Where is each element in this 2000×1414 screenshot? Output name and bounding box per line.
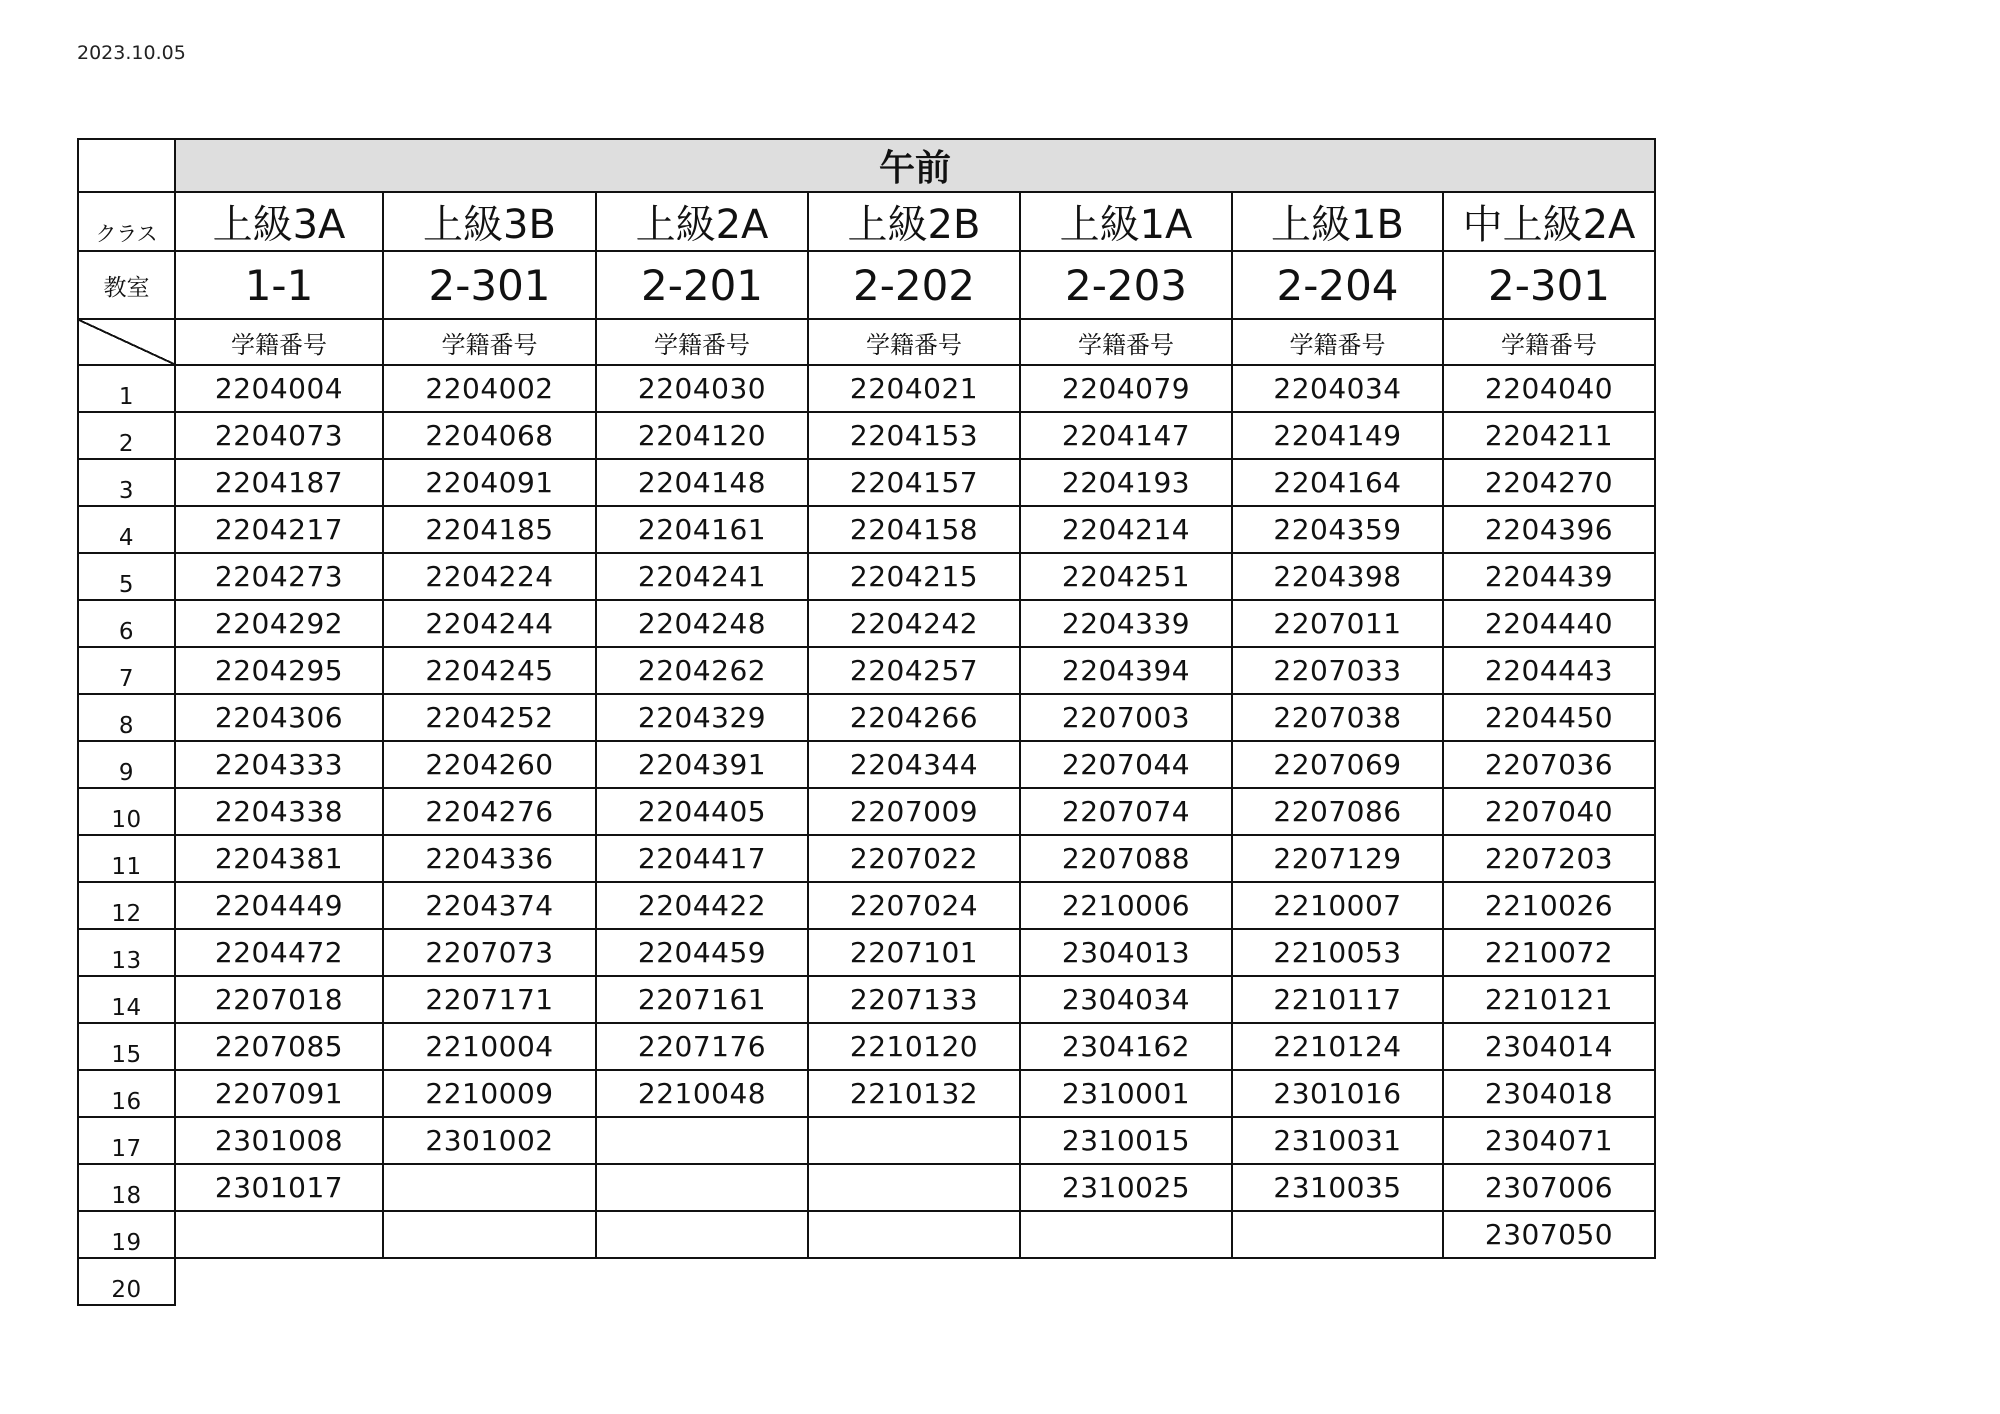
student-id-cell: 2210124 — [1232, 1023, 1443, 1070]
row-number: 17 — [78, 1117, 175, 1164]
student-id-cell: 2204273 — [175, 553, 383, 600]
table-row — [78, 788, 1655, 835]
student-id-cell: 2207036 — [1443, 741, 1655, 788]
table-row — [78, 1070, 1655, 1117]
student-id-cell: 2204417 — [596, 835, 808, 882]
student-id-cell: 2310031 — [1232, 1117, 1443, 1164]
row-number: 15 — [78, 1023, 175, 1070]
student-id-cell: 2204336 — [383, 835, 596, 882]
student-id-cell: 2204241 — [596, 553, 808, 600]
class-name: 中上級2A — [1443, 192, 1655, 251]
student-id-cell — [383, 1211, 596, 1258]
student-id-cell: 2207088 — [1020, 835, 1232, 882]
room-number: 2-301 — [383, 251, 596, 319]
student-id-cell: 2204381 — [175, 835, 383, 882]
class-name: 上級3A — [175, 192, 383, 251]
student-id-cell: 2204147 — [1020, 412, 1232, 459]
student-id-header: 学籍番号 — [596, 319, 808, 365]
student-id-cell: 2204158 — [808, 506, 1020, 553]
student-id-header: 学籍番号 — [383, 319, 596, 365]
row-number: 13 — [78, 929, 175, 976]
student-id-cell: 2210132 — [808, 1070, 1020, 1117]
row-number: 5 — [78, 553, 175, 600]
student-id-cell: 2204292 — [175, 600, 383, 647]
student-id-cell: 2207044 — [1020, 741, 1232, 788]
student-id-cell: 2307006 — [1443, 1164, 1655, 1211]
student-id-cell: 2301017 — [175, 1164, 383, 1211]
row-number: 7 — [78, 647, 175, 694]
student-id-cell: 2207011 — [1232, 600, 1443, 647]
student-id-cell: 2204329 — [596, 694, 808, 741]
class-roster-table — [77, 138, 1656, 1306]
student-id-cell: 2207133 — [808, 976, 1020, 1023]
student-id-cell: 2204344 — [808, 741, 1020, 788]
row-number: 4 — [78, 506, 175, 553]
student-id-cell: 2204217 — [175, 506, 383, 553]
roster-body — [78, 139, 1655, 1305]
row-number: 8 — [78, 694, 175, 741]
student-id-cell: 2207129 — [1232, 835, 1443, 882]
student-id-cell: 2304162 — [1020, 1023, 1232, 1070]
row-number: 1 — [78, 365, 175, 412]
session-banner-row — [78, 139, 1655, 192]
class-row — [78, 192, 1655, 251]
student-id-cell: 2207003 — [1020, 694, 1232, 741]
student-id-cell: 2204224 — [383, 553, 596, 600]
student-id-cell: 2210004 — [383, 1023, 596, 1070]
student-id-cell — [1232, 1211, 1443, 1258]
student-id-cell: 2204157 — [808, 459, 1020, 506]
student-id-cell: 2304013 — [1020, 929, 1232, 976]
student-id-cell — [175, 1211, 383, 1258]
class-name: 上級2B — [808, 192, 1020, 251]
student-id-cell: 2207038 — [1232, 694, 1443, 741]
student-id-cell: 2204422 — [596, 882, 808, 929]
student-id-cell: 2304018 — [1443, 1070, 1655, 1117]
student-id-cell: 2207203 — [1443, 835, 1655, 882]
student-id-cell: 2204215 — [808, 553, 1020, 600]
student-id-cell: 2204450 — [1443, 694, 1655, 741]
student-id-cell: 2310001 — [1020, 1070, 1232, 1117]
table-row — [78, 600, 1655, 647]
student-id-cell: 2204396 — [1443, 506, 1655, 553]
student-id-cell: 2204185 — [383, 506, 596, 553]
student-id-cell: 2207018 — [175, 976, 383, 1023]
document-date: 2023.10.05 — [77, 42, 186, 64]
student-id-cell: 2204262 — [596, 647, 808, 694]
student-id-cell: 2204374 — [383, 882, 596, 929]
student-id-cell: 2204333 — [175, 741, 383, 788]
student-id-cell: 2204030 — [596, 365, 808, 412]
student-id-cell: 2210009 — [383, 1070, 596, 1117]
student-id-cell: 2204252 — [383, 694, 596, 741]
student-id-cell: 2204260 — [383, 741, 596, 788]
row-number: 18 — [78, 1164, 175, 1211]
row-number: 11 — [78, 835, 175, 882]
student-id-cell: 2204251 — [1020, 553, 1232, 600]
student-id-cell: 2204440 — [1443, 600, 1655, 647]
student-id-cell: 2210007 — [1232, 882, 1443, 929]
table-row — [78, 1023, 1655, 1070]
student-id-cell: 2204266 — [808, 694, 1020, 741]
student-id-cell: 2204161 — [596, 506, 808, 553]
table-row — [78, 1258, 1655, 1305]
student-id-cell: 2207069 — [1232, 741, 1443, 788]
table-row — [78, 835, 1655, 882]
student-id-cell: 2207073 — [383, 929, 596, 976]
student-id-cell: 2204391 — [596, 741, 808, 788]
student-id-cell — [808, 1117, 1020, 1164]
class-label: クラス — [78, 192, 175, 251]
row-number: 10 — [78, 788, 175, 835]
student-id-cell: 2204276 — [383, 788, 596, 835]
student-id-cell: 2301016 — [1232, 1070, 1443, 1117]
table-row — [78, 459, 1655, 506]
student-id-cell: 2204120 — [596, 412, 808, 459]
student-id-cell: 2210072 — [1443, 929, 1655, 976]
student-id-cell: 2207024 — [808, 882, 1020, 929]
student-id-cell: 2301008 — [175, 1117, 383, 1164]
student-id-cell — [808, 1164, 1020, 1211]
student-id-cell: 2204040 — [1443, 365, 1655, 412]
student-id-cell: 2310025 — [1020, 1164, 1232, 1211]
room-number: 2-201 — [596, 251, 808, 319]
diagonal-corner-cell — [78, 319, 175, 365]
student-id-cell: 2204034 — [1232, 365, 1443, 412]
room-number: 2-202 — [808, 251, 1020, 319]
table-row — [78, 553, 1655, 600]
student-id-cell: 2207033 — [1232, 647, 1443, 694]
table-row — [78, 1211, 1655, 1258]
class-name: 上級3B — [383, 192, 596, 251]
student-id-cell: 2210006 — [1020, 882, 1232, 929]
row-number: 9 — [78, 741, 175, 788]
student-id-cell: 2204004 — [175, 365, 383, 412]
student-id-cell: 2204394 — [1020, 647, 1232, 694]
student-id-cell: 2210117 — [1232, 976, 1443, 1023]
student-id-cell: 2207009 — [808, 788, 1020, 835]
table-row — [78, 647, 1655, 694]
student-id-header: 学籍番号 — [1020, 319, 1232, 365]
room-number: 2-204 — [1232, 251, 1443, 319]
student-id-cell: 2204002 — [383, 365, 596, 412]
row-number: 6 — [78, 600, 175, 647]
session-banner: 午前 — [175, 139, 1655, 192]
student-id-cell — [1020, 1211, 1232, 1258]
student-id-cell: 2207086 — [1232, 788, 1443, 835]
row-number: 2 — [78, 412, 175, 459]
student-id-cell: 2210048 — [596, 1070, 808, 1117]
student-id-header: 学籍番号 — [1443, 319, 1655, 365]
student-id-cell — [383, 1164, 596, 1211]
student-id-cell: 2204073 — [175, 412, 383, 459]
student-id-header: 学籍番号 — [1232, 319, 1443, 365]
column-header-row — [78, 319, 1655, 365]
room-number: 2-301 — [1443, 251, 1655, 319]
student-id-cell — [596, 1164, 808, 1211]
student-id-cell: 2207091 — [175, 1070, 383, 1117]
student-id-cell: 2204270 — [1443, 459, 1655, 506]
student-id-cell: 2204338 — [175, 788, 383, 835]
student-id-cell: 2207074 — [1020, 788, 1232, 835]
student-id-cell: 2304014 — [1443, 1023, 1655, 1070]
student-id-cell: 2204257 — [808, 647, 1020, 694]
student-id-cell: 2207176 — [596, 1023, 808, 1070]
room-number: 1-1 — [175, 251, 383, 319]
student-id-header: 学籍番号 — [808, 319, 1020, 365]
student-id-cell: 2210026 — [1443, 882, 1655, 929]
student-id-cell: 2301002 — [383, 1117, 596, 1164]
student-id-cell: 2204242 — [808, 600, 1020, 647]
student-id-cell: 2204295 — [175, 647, 383, 694]
student-id-cell — [596, 1117, 808, 1164]
student-id-header: 学籍番号 — [175, 319, 383, 365]
table-row — [78, 694, 1655, 741]
table-row — [78, 412, 1655, 459]
student-id-cell: 2307050 — [1443, 1211, 1655, 1258]
student-id-cell: 2207040 — [1443, 788, 1655, 835]
table-row — [78, 882, 1655, 929]
table-row — [78, 365, 1655, 412]
student-id-cell: 2204068 — [383, 412, 596, 459]
table-row — [78, 506, 1655, 553]
class-name: 上級1B — [1232, 192, 1443, 251]
student-id-cell: 2207101 — [808, 929, 1020, 976]
room-label: 教室 — [78, 251, 175, 319]
table-row — [78, 929, 1655, 976]
student-id-cell: 2204214 — [1020, 506, 1232, 553]
student-id-cell: 2204398 — [1232, 553, 1443, 600]
room-number: 2-203 — [1020, 251, 1232, 319]
row-number: 16 — [78, 1070, 175, 1117]
table-row — [78, 1164, 1655, 1211]
student-id-cell: 2204439 — [1443, 553, 1655, 600]
student-id-cell: 2204187 — [175, 459, 383, 506]
student-id-cell: 2204443 — [1443, 647, 1655, 694]
row-number: 14 — [78, 976, 175, 1023]
student-id-cell: 2210053 — [1232, 929, 1443, 976]
row-number: 12 — [78, 882, 175, 929]
row-number: 19 — [78, 1211, 175, 1258]
student-id-cell: 2204211 — [1443, 412, 1655, 459]
student-id-cell: 2204021 — [808, 365, 1020, 412]
student-id-cell — [808, 1211, 1020, 1258]
student-id-cell: 2204148 — [596, 459, 808, 506]
student-id-cell: 2210120 — [808, 1023, 1020, 1070]
student-id-cell: 2204079 — [1020, 365, 1232, 412]
room-row — [78, 251, 1655, 319]
student-id-cell: 2204091 — [383, 459, 596, 506]
student-id-cell: 2204359 — [1232, 506, 1443, 553]
row-number: 3 — [78, 459, 175, 506]
student-id-cell: 2210121 — [1443, 976, 1655, 1023]
student-id-cell: 2204449 — [175, 882, 383, 929]
student-id-cell: 2204459 — [596, 929, 808, 976]
student-id-cell: 2207171 — [383, 976, 596, 1023]
corner-cell — [78, 139, 175, 192]
student-id-cell: 2304071 — [1443, 1117, 1655, 1164]
student-id-cell: 2304034 — [1020, 976, 1232, 1023]
student-id-cell: 2204248 — [596, 600, 808, 647]
table-row — [78, 741, 1655, 788]
student-id-cell: 2204339 — [1020, 600, 1232, 647]
table-row — [78, 1117, 1655, 1164]
student-id-cell — [596, 1211, 808, 1258]
student-id-cell: 2207161 — [596, 976, 808, 1023]
student-id-cell: 2310035 — [1232, 1164, 1443, 1211]
student-id-cell: 2207085 — [175, 1023, 383, 1070]
student-id-cell: 2204306 — [175, 694, 383, 741]
student-id-cell: 2204405 — [596, 788, 808, 835]
student-id-cell: 2204472 — [175, 929, 383, 976]
row-number: 20 — [78, 1258, 175, 1305]
student-id-cell: 2207022 — [808, 835, 1020, 882]
student-id-cell: 2204164 — [1232, 459, 1443, 506]
empty-area — [175, 1258, 1655, 1305]
student-id-cell: 2204149 — [1232, 412, 1443, 459]
table-row — [78, 976, 1655, 1023]
student-id-cell: 2204153 — [808, 412, 1020, 459]
student-id-cell: 2310015 — [1020, 1117, 1232, 1164]
student-id-cell: 2204245 — [383, 647, 596, 694]
class-name: 上級2A — [596, 192, 808, 251]
student-id-cell: 2204193 — [1020, 459, 1232, 506]
class-name: 上級1A — [1020, 192, 1232, 251]
student-id-cell: 2204244 — [383, 600, 596, 647]
